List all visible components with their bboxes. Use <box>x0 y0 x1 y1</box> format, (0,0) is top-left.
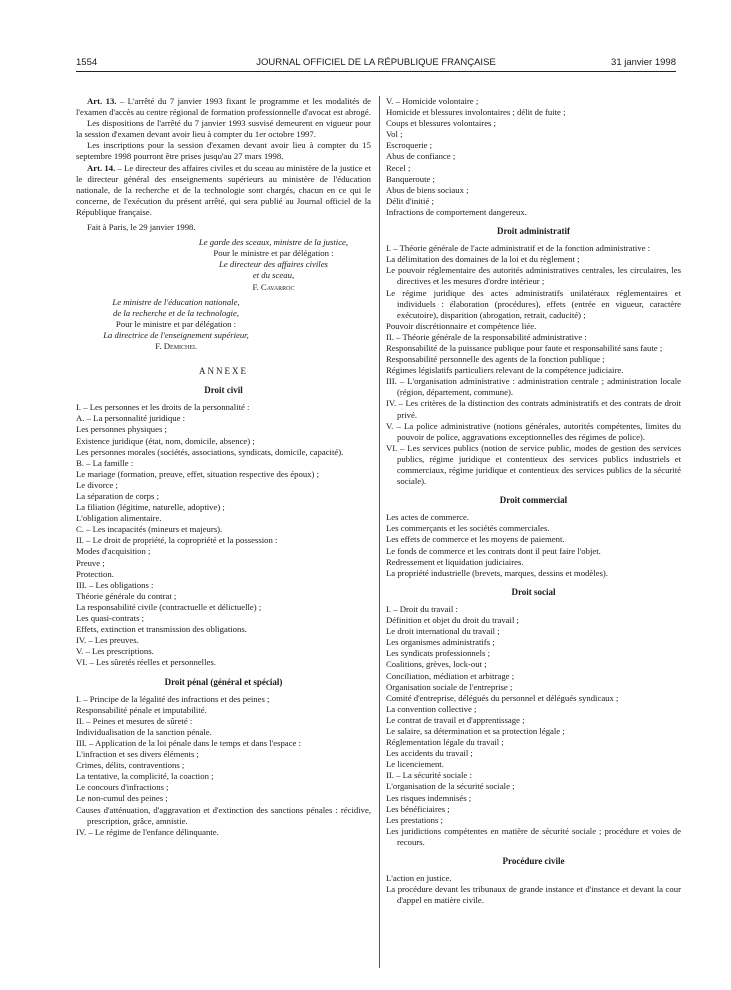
list-item: A. – La personnalité juridique : <box>76 413 186 424</box>
list-item: La convention collective ; <box>386 703 477 714</box>
list-item: Les effets de commerce et les moyens de paiement. <box>386 534 565 545</box>
list-item: Existence juridique (état, nom, domicile, absence) ; <box>76 435 255 446</box>
list-item: B. – La famille : <box>76 457 134 468</box>
list-item: Recel ; <box>386 162 411 173</box>
list-item: L'action en justice. <box>386 873 452 884</box>
list-item: Banqueroute ; <box>386 173 435 184</box>
article-13-paragraph-3: Les inscriptions pour la session d'examen devant avoir lieu à compter du 15 septembre 1998 pourront être prises jusqu'au 27 mars 1998. <box>76 140 371 162</box>
list-item: Les personnes physiques ; <box>76 424 167 435</box>
list-item: Pouvoir discrétionnaire et compétence liée. <box>386 320 537 331</box>
article-13-paragraph: Art. 13. – L'arrêté du 7 janvier 1993 fixant le programme et les modalités de l'examen d'accès au centre régional de formation professionnelle d'avocat est abrogé. <box>76 96 371 118</box>
list-item: Les accidents du travail ; <box>386 748 473 759</box>
droit-commercial-list <box>386 512 681 579</box>
list-item: Conciliation, médiation et arbitrage ; <box>386 670 515 681</box>
list-item: Vol ; <box>386 129 403 140</box>
section-title-droit-commercial: Droit commercial <box>499 495 568 506</box>
list-item: Le pouvoir réglementaire des autorités administratives centrales, les circulaires, les directives et les mesures d'ordre intérieur ; <box>386 265 681 287</box>
list-item: Définition et objet du droit du travail ; <box>386 615 519 626</box>
list-item: IV. – Les preuves. <box>76 635 139 646</box>
list-item: II. – Théorie générale de la responsabilité administrative : <box>386 331 587 342</box>
article-13-heading: Art. 13. <box>87 96 117 106</box>
list-item: I. – Les personnes et les droits de la personnalité : <box>76 402 250 413</box>
list-item: La propriété industrielle (brevets, marques, dessins et modèles). <box>386 567 608 578</box>
list-item: Homicide et blessures involontaires ; délit de fuite ; <box>386 107 566 118</box>
list-item: II. – Le droit de propriété, la copropriété et la possession : <box>76 535 278 546</box>
issue-date: 31 janvier 1998 <box>611 57 676 68</box>
list-item: Le non-cumul des peines ; <box>76 793 168 804</box>
list-item: Coups et blessures volontaires ; <box>386 118 497 129</box>
section-title-droit-penal: Droit pénal (général et spécial) <box>164 676 283 687</box>
list-item: Responsabilité de la puissance publique pour faute et responsabilité sans faute ; <box>386 342 663 353</box>
signature-block-justice: Le garde des sceaux, ministre de la justice, Pour le ministre et par délégation : Le directeur des affaires civiles et du sceau, F. Cavarroc <box>76 237 371 292</box>
signing-place-date: Fait à Paris, le 29 janvier 1998. <box>87 222 196 233</box>
list-item: Protection. <box>76 568 114 579</box>
list-item: Organisation sociale de l'entreprise ; <box>386 681 513 692</box>
article-13-paragraph-2: Les dispositions de l'arrêté du 7 janvier 1993 susvisé demeurent en vigueur pour la session d'examen devant avoir lieu à compter du 1er octobre 1997. <box>76 118 371 140</box>
page-header <box>76 55 676 72</box>
list-item: I. – Droit du travail : <box>386 603 458 614</box>
annex-heading: ANNEXE <box>199 366 248 377</box>
list-item: Infractions de comportement dangereux. <box>386 206 527 217</box>
list-item: Coalitions, grèves, lock-out ; <box>386 659 487 670</box>
list-item: Les quasi-contrats ; <box>76 613 145 624</box>
list-item: La délimitation des domaines de la loi et du règlement ; <box>386 254 580 265</box>
list-item: La filiation (légitime, naturelle, adoptive) ; <box>76 502 225 513</box>
list-item: Escroquerie ; <box>386 140 433 151</box>
list-item: Les risques indemnisés ; <box>386 792 472 803</box>
article-14-heading: Art. 14. <box>87 162 116 173</box>
list-item: Individualisation de la sanction pénale. <box>76 726 212 737</box>
journal-title: JOURNAL OFFICIEL DE LA RÉPUBLIQUE FRANÇAISE <box>256 57 496 68</box>
list-item: Crimes, délits, contraventions ; <box>76 760 185 771</box>
list-item: Abus de biens sociaux ; <box>386 184 469 195</box>
section-title-droit-civil: Droit civil <box>204 385 243 396</box>
list-item: La séparation de corps ; <box>76 491 159 501</box>
droit-administratif-list <box>386 243 681 487</box>
list-item: Les bénéficiaires ; <box>386 803 450 814</box>
section-title-droit-social: Droit social <box>511 586 556 597</box>
signatory-name-1: F. Cavarroc <box>252 281 295 292</box>
list-item: Abus de confiance ; <box>386 151 456 162</box>
left-column <box>76 96 371 838</box>
list-item: V. – Les prescriptions. <box>76 646 154 657</box>
list-item: L'organisation de la sécurité sociale ; <box>386 781 515 792</box>
list-item: V. – Homicide volontaire ; <box>386 96 479 106</box>
list-item: Régimes législatifs particuliers relevant de la compétence judiciaire. <box>386 365 624 376</box>
list-item: Les commerçants et les sociétés commerciales. <box>386 523 550 534</box>
list-item: L'infraction et ses divers éléments ; <box>76 749 199 760</box>
list-item: Le contrat de travail et d'apprentissage ; <box>386 714 525 725</box>
list-item: II. – Peines et mesures de sûreté : <box>76 715 193 726</box>
list-item: La procédure devant les tribunaux de grande instance et d'instance et devant la cour d'appel en matière civile. <box>386 884 681 906</box>
procedure-civile-list <box>386 873 681 906</box>
list-item: Le droit international du travail ; <box>386 626 500 637</box>
column-divider <box>379 96 380 968</box>
list-item: III. – Application de la loi pénale dans le temps et dans l'espace : <box>76 737 301 748</box>
article-14-paragraph: Art. 14. – Le directeur des affaires civiles et du sceau au ministère de la justice et le directeur général des enseignements supérieurs au ministère de l'éducation nationale, de la recherche et de la technologie sont chargés, chacun en ce qui le concerne, de l'exécution du présent arrêté, qui sera publié au Journal officiel de la République française. <box>76 162 371 217</box>
section-title-procedure-civile: Procédure civile <box>502 856 565 866</box>
droit-civil-list <box>76 402 371 668</box>
list-item: Le licenciement. <box>386 759 444 770</box>
list-item: Modes d'acquisition ; <box>76 546 151 557</box>
list-item: La tentative, la complicité, la coaction ; <box>76 771 214 782</box>
list-item: Responsabilité pénale et imputabilité. <box>76 704 207 715</box>
list-item: IV. – Le régime de l'enfance délinquante. <box>76 826 219 837</box>
list-item: Les prestations ; <box>386 814 443 825</box>
list-item: Comité d'entreprise, délégués du personnel et délégués syndicaux ; <box>386 692 619 703</box>
list-item: I. – Principe de la légalité des infractions et des peines ; <box>76 693 270 704</box>
list-item: VI. – Les services publics (notion de service public, modes de gestion des services publics, régime juridique et contentieux des services publics industriels et commerciaux, régime juridique et contentieux des services publics de la sécurité sociale). <box>386 442 681 487</box>
list-item: Réglementation légale du travail ; <box>386 737 504 748</box>
list-item: Le fonds de commerce et les contrats dont il peut faire l'objet. <box>386 545 601 556</box>
list-item: Délit d'initié ; <box>386 195 434 206</box>
list-item: III. – Les obligations : <box>76 579 154 590</box>
list-item: Responsabilité personnelle des agents de la fonction publique ; <box>386 354 605 365</box>
list-item: Preuve ; <box>76 557 105 568</box>
signatory-name-2: F. Demichel <box>155 340 197 351</box>
list-item: II. – La sécurité sociale : <box>386 770 472 781</box>
list-item: Les actes de commerce. <box>386 512 469 523</box>
list-item: L'obligation alimentaire. <box>76 513 162 524</box>
list-item: Le divorce ; <box>76 479 118 490</box>
droit-penal-list <box>76 694 371 838</box>
section-title-droit-administratif: Droit administratif <box>496 226 571 237</box>
droit-social-list <box>386 604 681 848</box>
list-item: Les juridictions compétentes en matière de sécurité sociale ; procédure et voies de recours. <box>386 825 681 847</box>
right-column <box>386 96 681 906</box>
list-item: I. – Théorie générale de l'acte administratif et de la fonction administrative : <box>386 243 651 254</box>
list-item: VI. – Les sûretés réelles et personnelles. <box>76 657 216 668</box>
list-item: Les syndicats professionnels ; <box>386 648 490 659</box>
list-item: Causes d'atténuation, d'aggravation et d'extinction des sanctions pénales : récidive, prescription, grâce, amnistie. <box>76 804 371 826</box>
list-item: Effets, extinction et transmission des obligations. <box>76 624 247 635</box>
list-item: Le salaire, sa détermination et sa protection légale ; <box>386 725 565 736</box>
list-item: La responsabilité civile (contractuelle et délictuelle) ; <box>76 601 262 612</box>
page-number: 1554 <box>76 57 98 68</box>
list-item: Les personnes morales (sociétés, associations, syndicats, domicile, capacité). <box>76 446 344 457</box>
list-item: V. – La police administrative (notions générales, autorités compétentes, limites du pouvoir de police, aggravations exceptionnelles des régimes de police). <box>386 420 681 442</box>
list-item: IV. – Les critères de la distinction des contrats administratifs et des contrats de droit privé. <box>386 398 681 420</box>
list-item: Redressement et liquidation judiciaires. <box>386 556 524 567</box>
list-item: Le mariage (formation, preuve, effet, situation respective des époux) ; <box>76 468 319 479</box>
list-item: Théorie générale du contrat ; <box>76 590 177 601</box>
droit-penal-list-continued <box>386 96 681 218</box>
list-item: Le régime juridique des actes administratifs unilatéraux réglementaires et individuels : élaboration (procédures), effets (entrée en vigueur, caractère exécutoire), disparition (abrogation, retrait, caducité) ; <box>386 287 681 320</box>
list-item: C. – Les incapacités (mineurs et majeurs). <box>76 524 223 535</box>
list-item: III. – L'organisation administrative : administration centrale ; administration locale (région, département, commune). <box>386 376 681 398</box>
list-item: Le concours d'infractions ; <box>76 782 169 793</box>
list-item: Les organismes administratifs ; <box>386 637 495 648</box>
signature-block-education: Le ministre de l'éducation nationale, de la recherche et de la technologie, Pour le ministre et par délégation : La directrice de l'enseignement supérieur, F. Demichel <box>76 297 276 352</box>
